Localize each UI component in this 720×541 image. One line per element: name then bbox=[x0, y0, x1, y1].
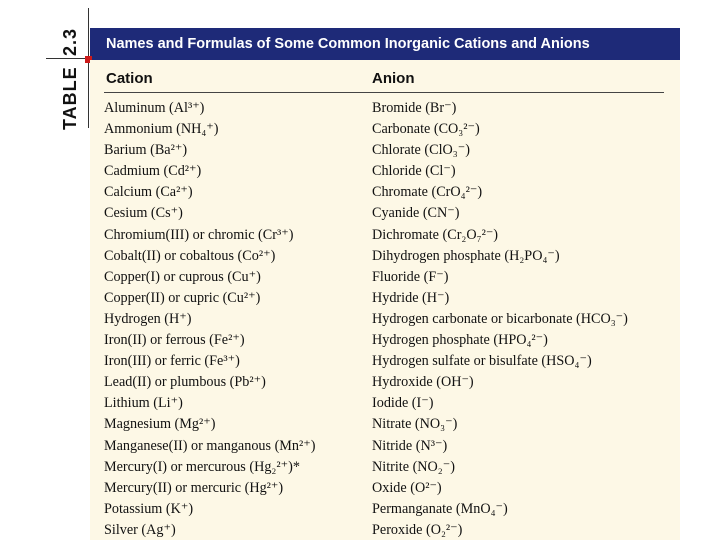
cation-item: Aluminum (Al³⁺) bbox=[104, 100, 205, 116]
cation-item: Cobalt(II) or cobaltous (Co²⁺) bbox=[104, 247, 276, 264]
anion-item: Nitrate (NO₃⁻) bbox=[372, 416, 458, 433]
side-rule bbox=[46, 58, 86, 59]
anion-item: Hydrogen phosphate (HPO₄²⁻) bbox=[372, 332, 548, 349]
cation-item: Copper(II) or cupric (Cu²⁺) bbox=[104, 289, 261, 306]
table-number: 2.3 bbox=[60, 27, 80, 56]
anion-item: Chloride (Cl⁻) bbox=[372, 163, 456, 180]
header-rule bbox=[104, 92, 664, 93]
table-word: TABLE bbox=[60, 66, 80, 130]
anion-item: Carbonate (CO₃²⁻) bbox=[372, 121, 480, 138]
cation-column-header: Cation bbox=[106, 70, 153, 87]
anion-item: Cyanide (CN⁻) bbox=[372, 205, 460, 222]
anion-item: Chromate (CrO₄²⁻) bbox=[372, 184, 483, 201]
anion-item: Dihydrogen phosphate (H₂PO₄⁻) bbox=[372, 247, 560, 264]
anion-item: Fluoride (F⁻) bbox=[372, 268, 449, 285]
cation-item: Ammonium (NH₄⁺) bbox=[104, 121, 219, 138]
cation-item: Hydrogen (H⁺) bbox=[104, 310, 192, 327]
cation-item: Cesium (Cs⁺) bbox=[104, 205, 183, 222]
anion-column-header: Anion bbox=[372, 70, 415, 87]
cation-item: Manganese(II) or manganous (Mn²⁺) bbox=[104, 437, 316, 454]
table-side-tab bbox=[56, 0, 88, 140]
anion-item: Hydrogen sulfate or bisulfate (HSO₄⁻) bbox=[372, 353, 592, 370]
anion-item: Oxide (O²⁻) bbox=[372, 479, 442, 496]
cation-item: Lithium (Li⁺) bbox=[104, 395, 183, 412]
cation-item: Copper(I) or cuprous (Cu⁺) bbox=[104, 268, 261, 285]
anion-item: Hydrogen carbonate or bicarbonate (HCO₃⁻) bbox=[372, 310, 628, 327]
cation-item: Lead(II) or plumbous (Pb²⁺) bbox=[104, 374, 266, 391]
cation-item: Magnesium (Mg²⁺) bbox=[104, 416, 216, 433]
anion-item: Iodide (I⁻) bbox=[372, 395, 434, 412]
cation-item: Mercury(I) or mercurous (Hg₂²⁺)* bbox=[104, 458, 300, 475]
cation-item: Barium (Ba²⁺) bbox=[104, 142, 188, 159]
cation-list bbox=[104, 98, 315, 541]
cation-item: Iron(III) or ferric (Fe³⁺) bbox=[104, 353, 240, 370]
anion-item: Nitride (N³⁻) bbox=[372, 437, 448, 454]
cation-item: Iron(II) or ferrous (Fe²⁺) bbox=[104, 332, 245, 349]
anion-item: Bromide (Br⁻) bbox=[372, 100, 457, 116]
cation-item: Cadmium (Cd²⁺) bbox=[104, 163, 202, 180]
anion-item: Dichromate (Cr₂O₇²⁻) bbox=[372, 226, 499, 243]
anion-item: Peroxide (O₂²⁻) bbox=[372, 521, 463, 538]
cation-item: Mercury(II) or mercuric (Hg²⁺) bbox=[104, 479, 284, 496]
anion-list bbox=[372, 98, 628, 541]
anion-item: Nitrite (NO₂⁻) bbox=[372, 458, 455, 475]
anion-item: Chlorate (ClO₃⁻) bbox=[372, 142, 470, 159]
cation-item: Potassium (K⁺) bbox=[104, 500, 194, 517]
anion-item: Hydride (H⁻) bbox=[372, 289, 450, 306]
cation-item: Silver (Ag⁺) bbox=[104, 521, 176, 538]
cation-item: Calcium (Ca²⁺) bbox=[104, 184, 193, 201]
anion-item: Permanganate (MnO₄⁻) bbox=[372, 500, 508, 517]
table-title: Names and Formulas of Some Common Inorganic Cations and Anions bbox=[106, 36, 590, 52]
side-divider bbox=[88, 8, 89, 128]
cation-item: Chromium(III) or chromic (Cr³⁺) bbox=[104, 226, 294, 243]
anion-item: Hydroxide (OH⁻) bbox=[372, 374, 474, 391]
